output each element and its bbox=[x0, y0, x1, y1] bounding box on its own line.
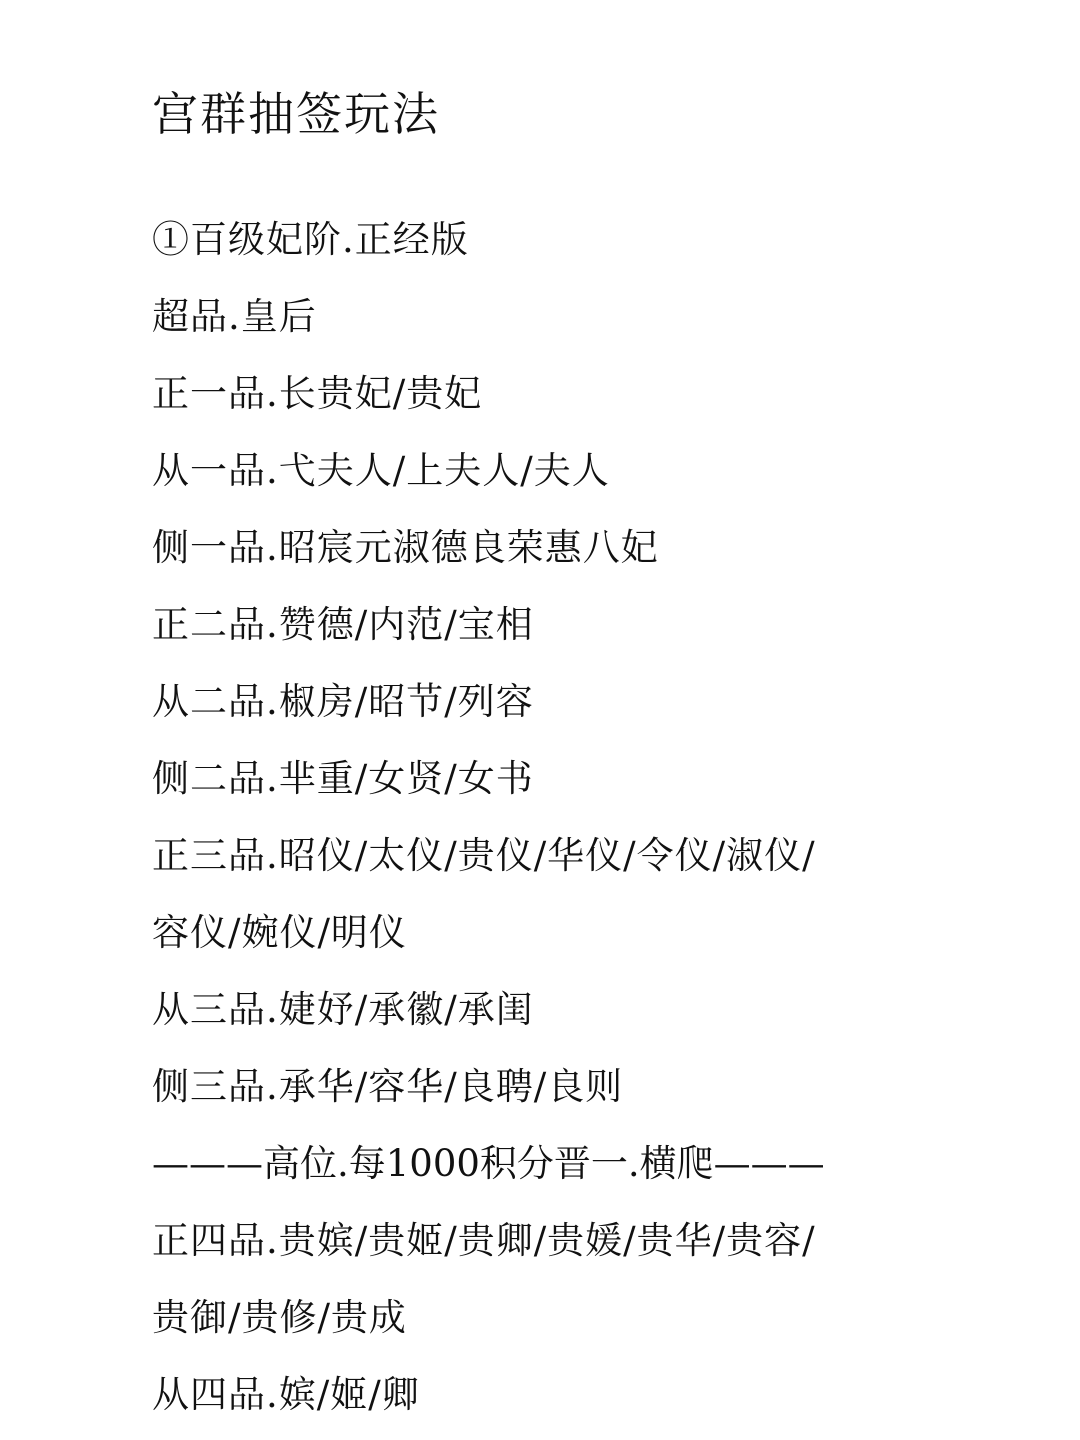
list-line-rank: 从二品.椒房/昭节/列容 bbox=[152, 680, 534, 723]
list-line-rank-continued: 容仪/婉仪/明仪 bbox=[152, 911, 407, 954]
list-line-rank: 从三品.婕妤/承徽/承闺 bbox=[152, 988, 534, 1031]
list-line-rank: 正二品.赞德/内范/宝相 bbox=[152, 603, 534, 646]
list-line-section-heading: ①百级妃阶.正经版 bbox=[152, 218, 469, 261]
list-line-rank: 正四品.贵嫔/贵姬/贵卿/贵媛/贵华/贵容/ bbox=[152, 1219, 816, 1262]
divider-line: ———高位.每1000积分晋一.横爬——— bbox=[152, 1142, 825, 1185]
list-line-rank: 从一品.弋夫人/上夫人/夫人 bbox=[152, 449, 610, 492]
list-line-rank: 从四品.嫔/姬/卿 bbox=[152, 1373, 420, 1416]
document-title: 宫群抽签玩法 bbox=[152, 87, 440, 141]
list-line-rank: 超品.皇后 bbox=[152, 295, 317, 338]
list-line-rank: 侧二品.芈重/女贤/女书 bbox=[152, 757, 534, 800]
list-line-rank-continued: 贵御/贵修/贵成 bbox=[152, 1296, 407, 1339]
list-line-rank: 正一品.长贵妃/贵妃 bbox=[152, 372, 483, 415]
list-line-rank: 侧一品.昭宸元淑德良荣惠八妃 bbox=[152, 526, 659, 569]
list-line-rank: 侧三品.承华/容华/良聘/良则 bbox=[152, 1065, 624, 1108]
rank-list bbox=[152, 207, 1032, 1439]
list-line-rank: 正三品.昭仪/太仪/贵仪/华仪/令仪/淑仪/ bbox=[152, 834, 816, 877]
